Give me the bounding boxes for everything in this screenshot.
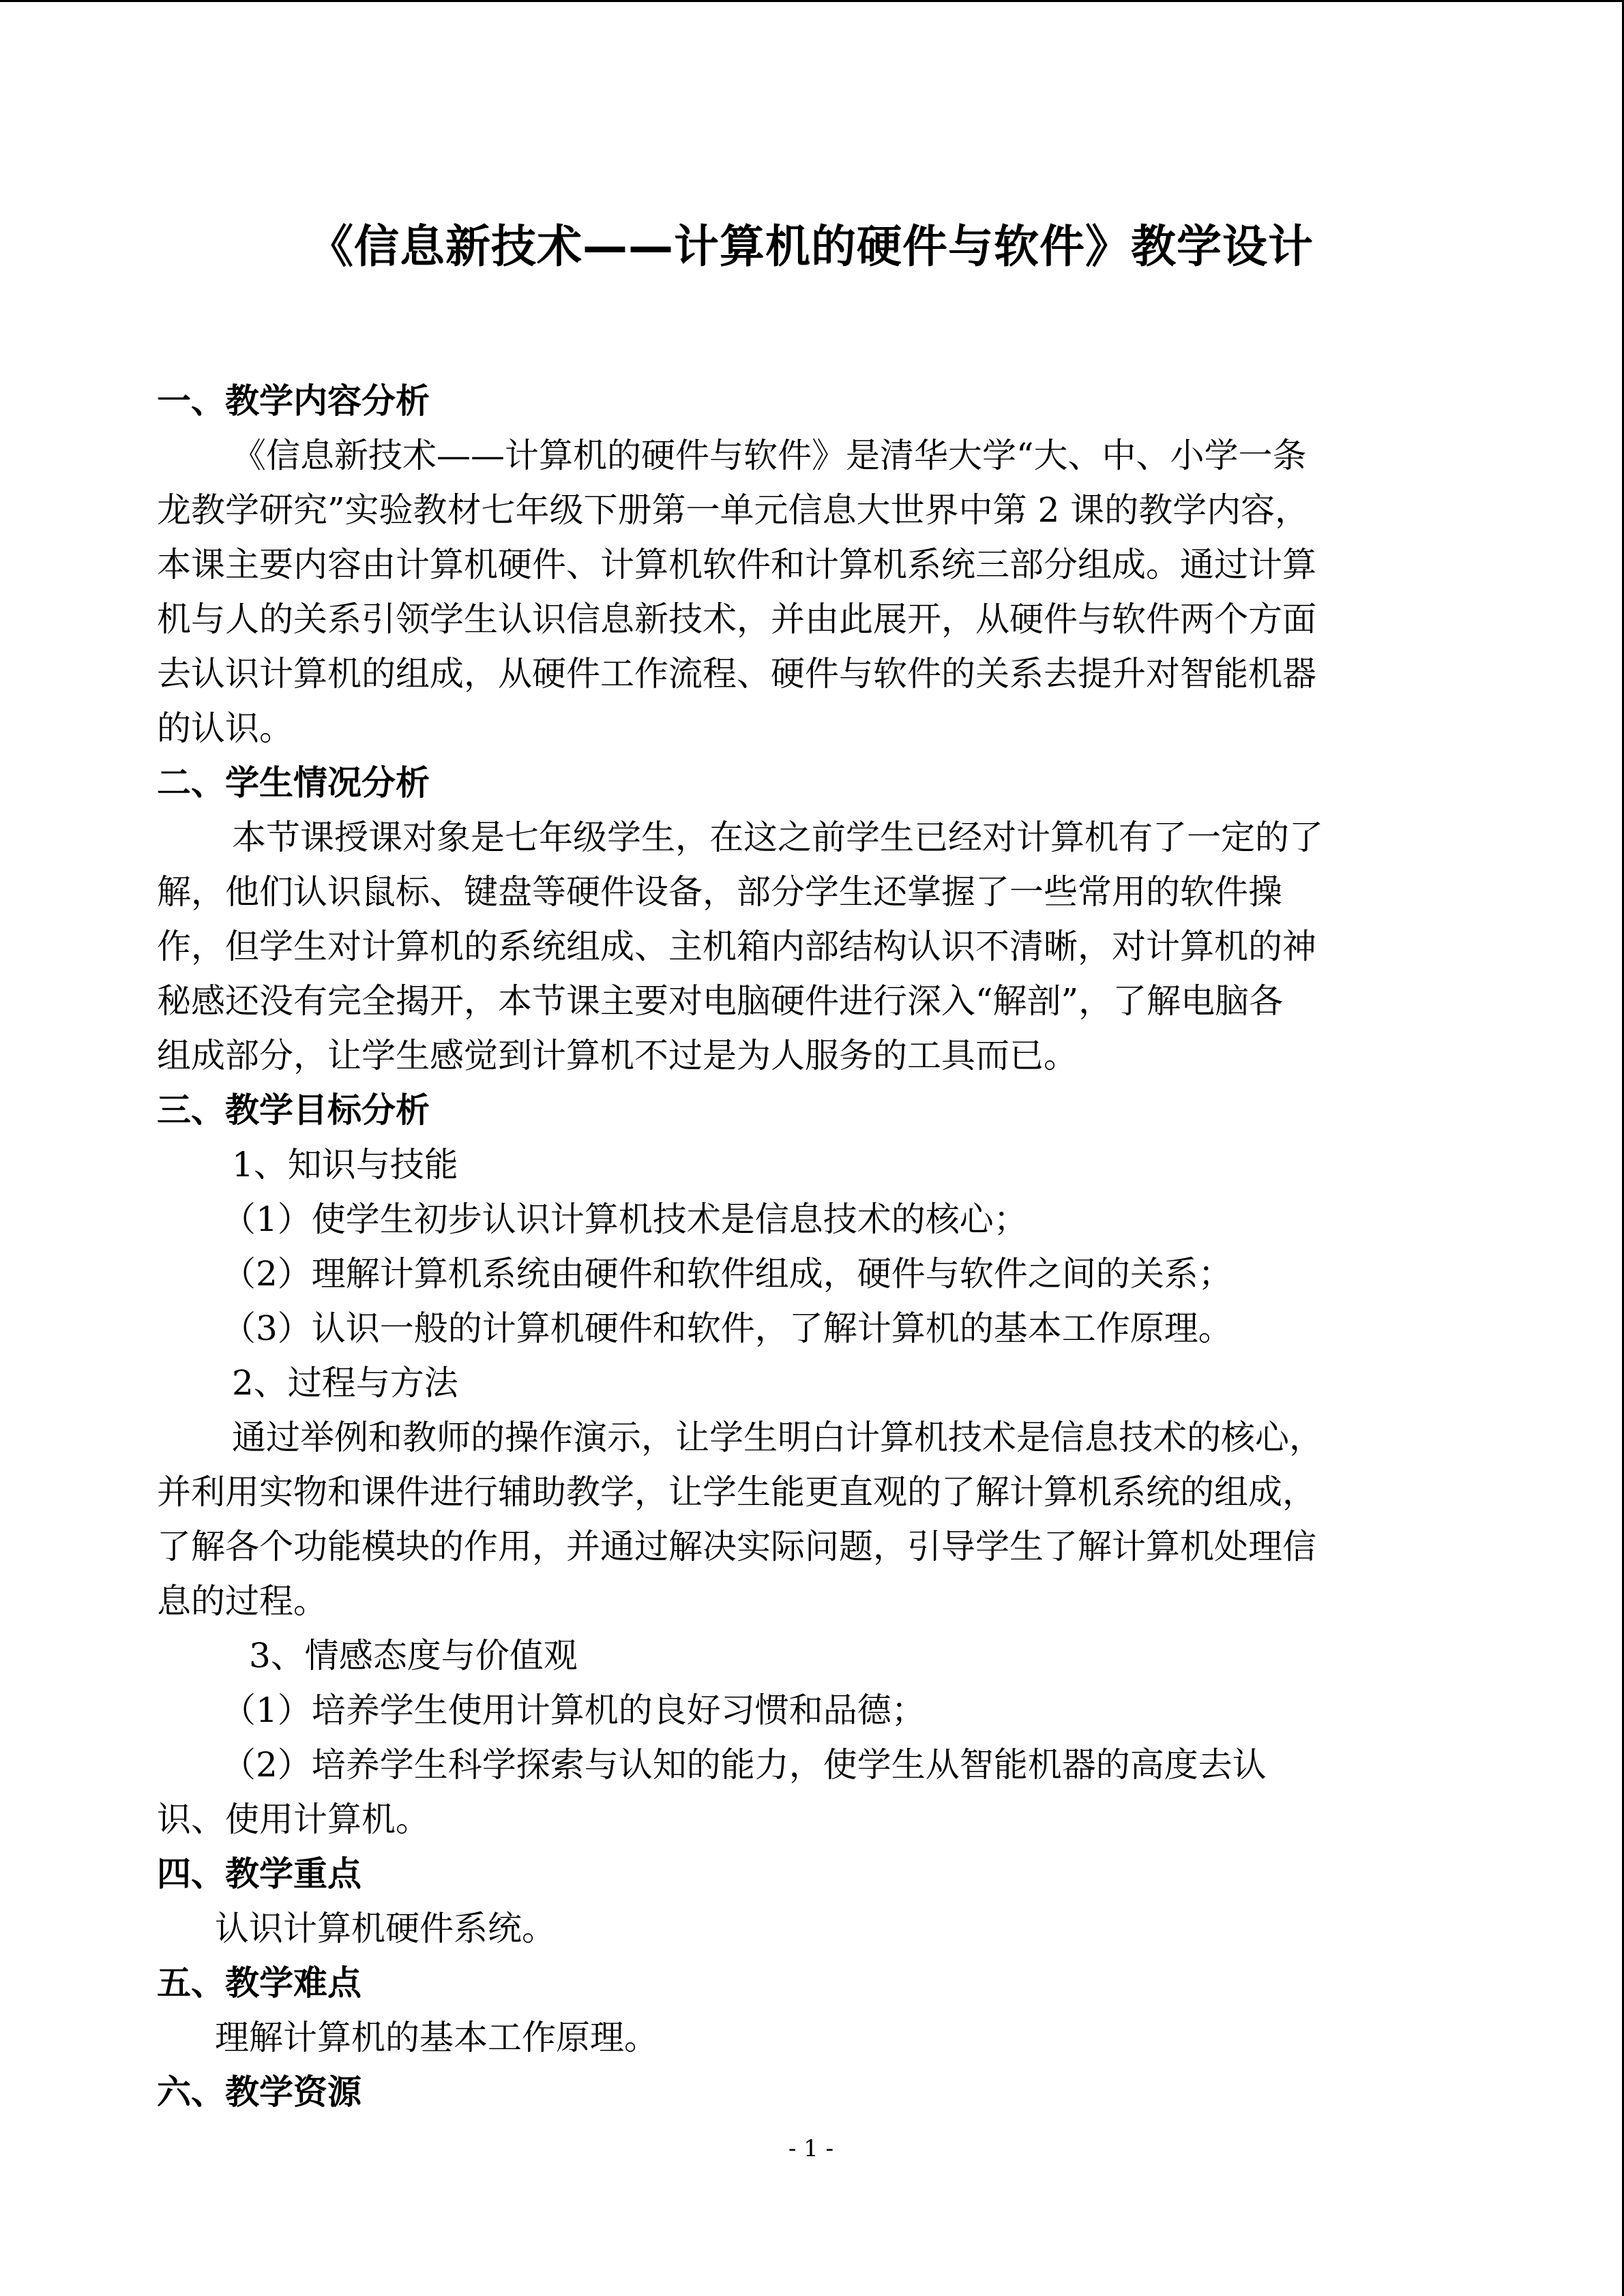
paragraph-line: 认识计算机硬件系统。	[215, 1909, 556, 1948]
paragraph-line: 解，他们认识鼠标、键盘等硬件设备，部分学生还掌握了一些常用的软件操	[157, 872, 1282, 912]
list-item-continuation: 识、使用计算机。	[157, 1800, 430, 1839]
paragraph-line: 并利用实物和课件进行辅助教学，让学生能更直观的了解计算机系统的组成，	[157, 1472, 1316, 1512]
paragraph-line: 通过举例和教师的操作演示，让学生明白计算机技术是信息技术的核心，	[232, 1418, 1323, 1457]
list-item: （3）认识一般的计算机硬件和软件，了解计算机的基本工作原理。	[222, 1309, 1232, 1348]
paragraph-line: 息的过程。	[157, 1581, 327, 1621]
section-heading-difficulties: 五、教学难点	[157, 1963, 361, 2003]
list-item: （1）使学生初步认识计算机技术是信息技术的核心；	[222, 1199, 1028, 1239]
paragraph-line: 理解计算机的基本工作原理。	[215, 2018, 658, 2057]
paragraph-line: 《信息新技术——计算机的硬件与软件》是清华大学“大、中、小学一条	[232, 436, 1307, 475]
paragraph-line: 本课主要内容由计算机硬件、计算机软件和计算机系统三部分组成。通过计算	[157, 545, 1316, 584]
subheading-process-method: 2、过程与方法	[232, 1363, 458, 1403]
section-heading-content-analysis: 一、教学内容分析	[157, 381, 430, 421]
list-item: （1）培养学生使用计算机的良好习惯和品德；	[222, 1690, 926, 1730]
section-heading-objectives: 三、教学目标分析	[157, 1090, 430, 1130]
list-item: （2）理解计算机系统由硬件和软件组成，硬件与软件之间的关系；	[222, 1254, 1232, 1294]
paragraph-line: 的认识。	[157, 709, 293, 748]
subheading-emotion-values: 3、情感态度与价值观	[249, 1636, 578, 1675]
section-heading-resources: 六、教学资源	[157, 2072, 361, 2112]
subheading-knowledge-skills: 1、知识与技能	[232, 1145, 458, 1184]
section-heading-student-analysis: 二、学生情况分析	[157, 763, 430, 803]
paragraph-line: 组成部分，让学生感觉到计算机不过是为人服务的工具而已。	[157, 1036, 1078, 1075]
paragraph-line: 了解各个功能模块的作用，并通过解决实际问题，引导学生了解计算机处理信	[157, 1527, 1316, 1566]
paragraph-line: 龙教学研究”实验教材七年级下册第一单元信息大世界中第 2 课的教学内容，	[157, 490, 1310, 530]
list-item: （2）培养学生科学探索与认知的能力，使学生从智能机器的高度去认	[222, 1745, 1267, 1785]
paragraph-line: 去认识计算机的组成，从硬件工作流程、硬件与软件的关系去提升对智能机器	[157, 654, 1316, 694]
document-body	[157, 374, 1466, 2119]
paragraph-line: 本节课授课对象是七年级学生，在这之前学生已经对计算机有了一定的了	[232, 818, 1323, 857]
section-heading-key-points: 四、教学重点	[157, 1854, 361, 1894]
paragraph-line: 秘感还没有完全揭开，本节课主要对电脑硬件进行深入“解剖”，了解电脑各	[157, 981, 1284, 1021]
paragraph-line: 机与人的关系引领学生认识信息新技术，并由此展开，从硬件与软件两个方面	[157, 599, 1316, 639]
page-number: - 1 -	[788, 2135, 834, 2162]
document-title: 《信息新技术——计算机的硬件与软件》教学设计	[308, 220, 1314, 273]
paragraph-line: 作，但学生对计算机的系统组成、主机箱内部结构认识不清晰，对计算机的神	[157, 927, 1316, 966]
